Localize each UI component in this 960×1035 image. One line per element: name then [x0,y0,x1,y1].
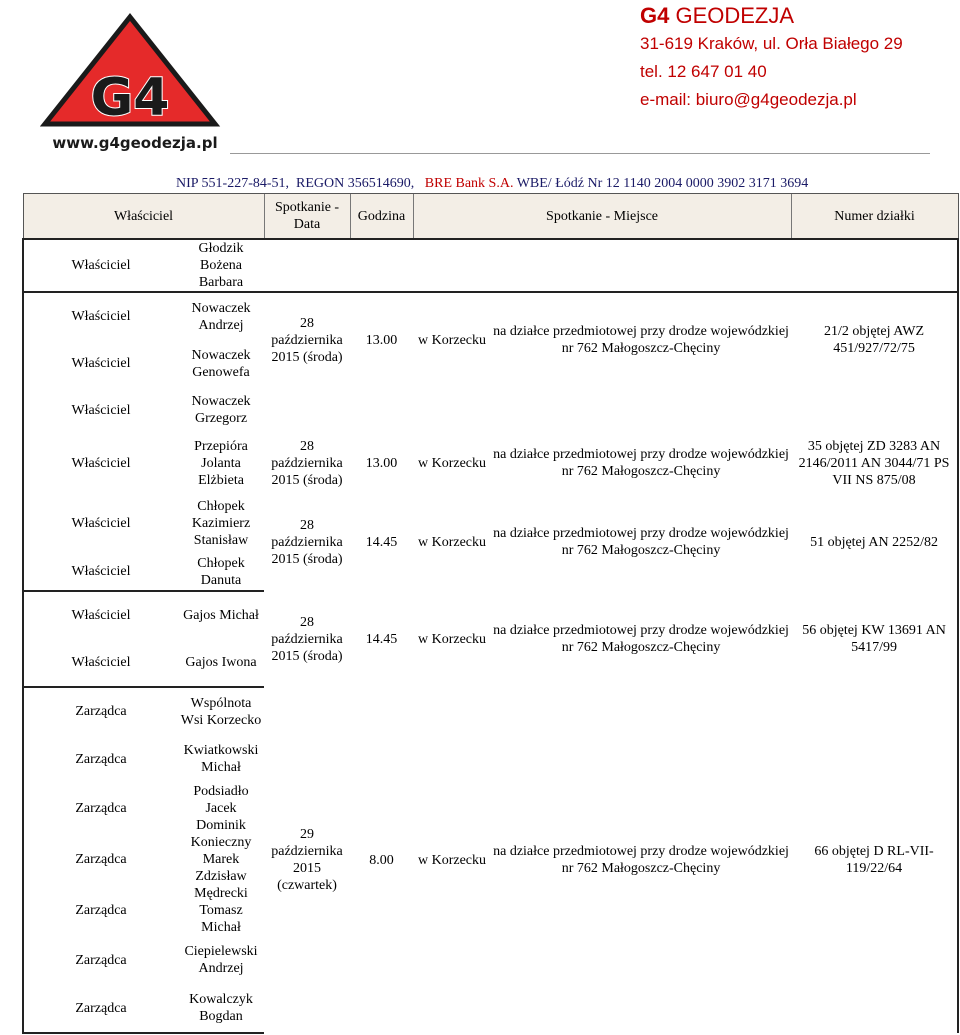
header-parcel: Numer działki [791,194,958,240]
name-cell: Ciepielewski Andrzej [184,944,258,976]
empty-place-cell [491,239,791,292]
meeting-date-cell: 29 października 2015 (czwartek) [271,827,343,893]
meeting-date-cell: 28 października 2015 (środa) [271,315,343,365]
role-cell: Właściciel [23,639,178,687]
meeting-location-cell: w Korzecku [418,852,487,868]
parcel-number-cell: 21/2 objętej AWZ 451/927/72/75 [791,292,958,387]
empty-time-cell [350,239,413,292]
name-cell: Nowaczek Grzegorz [191,394,251,426]
table-row [23,591,958,639]
meeting-time-cell: 14.45 [365,631,398,647]
role-cell: Właściciel [23,553,178,591]
company-phone: tel. 12 647 01 40 [640,62,767,81]
role-cell: Zarządca [23,735,178,783]
company-logo [40,12,230,157]
role-cell: Właściciel [23,591,178,639]
meeting-place-cell: na działce przedmiotowej przy drodze wojewódzkiej nr 762 Małogoszcz-Chęciny [493,324,789,356]
meeting-place-cell: na działce przedmiotowej przy drodze wojewódzkiej nr 762 Małogoszcz-Chęciny [493,447,789,479]
role-cell: Właściciel [23,433,178,493]
table-row [23,433,958,493]
empty-parcel-cell [791,239,958,292]
meeting-location-cell: w Korzecku [418,534,487,550]
meeting-place-cell: na działce przedmiotowej przy drodze wojewódzkiej nr 762 Małogoszcz-Chęciny [493,526,789,558]
header-divider [230,153,930,154]
name-cell: Kowalczyk Bogdan [178,984,264,1033]
name-cell: Chłopek Kazimierz Stanisław [191,498,251,548]
empty-date-cell [264,387,350,433]
table-row [23,387,958,433]
table-row [23,239,958,292]
company-name: G4 GEODEZJA [640,3,795,28]
empty-parcel-cell [791,387,958,433]
table-header-row [23,194,958,240]
name-cell: Gajos Iwona [178,639,264,687]
role-cell: Właściciel [23,387,178,433]
name-cell: Wspólnota Wsi Korzecko [180,695,262,728]
meeting-time-cell: 13.00 [365,455,398,471]
role-cell: Właściciel [23,292,178,340]
name-cell: Nowaczek Genowefa [191,347,251,380]
meeting-date-cell: 28 października 2015 (środa) [271,438,343,488]
company-address: 31-619 Kraków, ul. Orła Białego 29 [640,34,903,53]
meeting-time-cell: 13.00 [365,332,398,348]
meeting-date-cell: 28 października 2015 (środa) [271,517,343,567]
name-cell: Chłopek Danuta [178,553,264,591]
role-cell: Zarządca [23,885,178,936]
table-group [23,239,958,292]
empty-date-cell [264,239,350,292]
role-cell: Właściciel [23,493,178,553]
role-cell: Właściciel [23,340,178,387]
header-owner: Właściciel [23,194,264,240]
table-row [23,687,958,735]
meeting-location-cell: w Korzecku [418,631,487,647]
table-row [23,493,958,553]
meeting-schedule-table [22,193,959,1034]
table-group [23,687,958,1033]
logo-text: G4 [90,68,170,128]
role-cell: Zarządca [23,834,178,885]
meeting-place-cell: na działce przedmiotowej przy drodze wojewódzkiej nr 762 Małogoszcz-Chęciny [493,623,789,655]
empty-loc-cell [413,387,491,433]
logo-url: www.g4geodezja.pl [52,134,218,152]
name-cell: Podsiadło Jacek Dominik [193,784,249,833]
name-cell: Konieczny Marek Zdzisław [190,835,252,884]
table-group [23,292,958,591]
company-email: e-mail: biuro@g4geodezja.pl [640,90,857,109]
company-contact [640,2,940,114]
meeting-place-cell: na działce przedmiotowej przy drodze wojewódzkiej nr 762 Małogoszcz-Chęciny [493,844,789,876]
role-cell: Zarządca [23,936,178,984]
parcel-number-cell: 56 objętej KW 13691 AN 5417/99 [791,591,958,687]
name-cell: Mędrecki Tomasz Michał [194,886,248,935]
header-place: Spotkanie - Miejsce [413,194,791,240]
role-cell: Zarządca [23,984,178,1033]
meeting-location-cell: w Korzecku [418,455,487,471]
meeting-time-cell: 14.45 [365,534,398,550]
empty-place-cell [491,387,791,433]
empty-loc-cell [413,239,491,292]
meeting-location-cell: w Korzecku [418,332,487,348]
header-time: Godzina [350,194,413,240]
name-cell: Przepióra Jolanta Elżbieta [194,438,248,488]
parcel-number-cell: 66 objętej D RL-VII-119/22/64 [791,687,958,1033]
role-cell: Zarządca [23,687,178,735]
parcel-number-cell: 51 objętej AN 2252/82 [791,493,958,591]
role-cell: Zarządca [23,783,178,834]
table-row [23,292,958,340]
name-cell: Kwiatkowski Michał [183,743,259,775]
empty-time-cell [350,387,413,433]
table-group [23,591,958,687]
name-cell: Nowaczek Andrzej [191,300,251,333]
meeting-time-cell: 8.00 [369,852,394,868]
name-cell: Gajos Michał [183,608,259,623]
header-date: Spotkanie - Data [264,194,350,240]
name-cell: Głodzik Bożena Barbara [178,239,264,292]
meeting-date-cell: 28 października 2015 (środa) [271,614,343,664]
company-registration-line: NIP 551-227-84-51, REGON 356514690, BRE Bank S.A. WBE/ Łódź Nr 12 1140 2004 0000 3902 3171 3694 [176,176,809,191]
role-cell: Właściciel [23,239,178,292]
parcel-number-cell: 35 objętej ZD 3283 AN 2146/2011 AN 3044/71 PS VII NS 875/08 [791,433,958,493]
